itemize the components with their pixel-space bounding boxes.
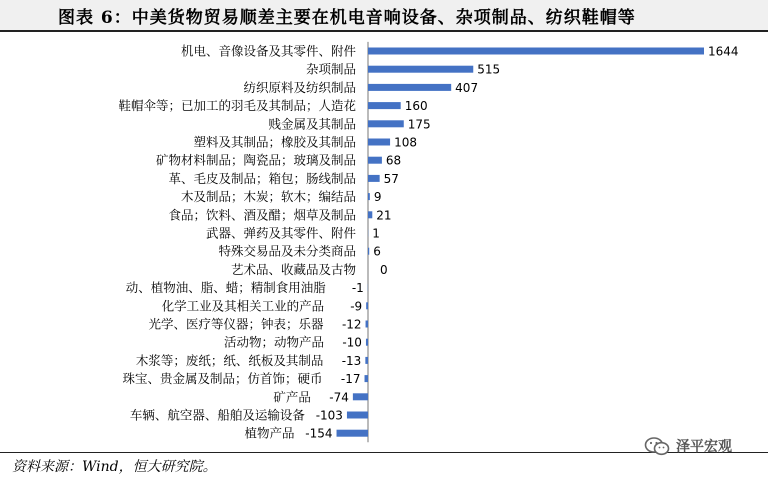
bar [366, 321, 368, 328]
bar [337, 430, 368, 437]
category-label: 化学工业及其相关工业的产品 [161, 298, 325, 314]
data-label: -13 [341, 353, 362, 368]
category-label: 矿物材料制品；陶瓷品；玻璃及制品 [155, 152, 356, 168]
data-label: -9 [350, 299, 363, 314]
data-label: 9 [373, 190, 382, 205]
bar [368, 48, 704, 55]
wechat-icon [644, 436, 670, 456]
category-label: 机电、音像设备及其零件、附件 [180, 43, 356, 59]
bar [368, 120, 404, 127]
page-title: 图表 6：中美货物贸易顺差主要在机电音响设备、杂项制品、纺织鞋帽等 [58, 8, 636, 28]
category-label: 光学、医疗等仪器；钟表；乐器 [148, 316, 324, 332]
bar [353, 393, 368, 400]
category-label: 矿产品 [273, 389, 311, 405]
category-label: 木浆等；废纸；纸、纸板及其制品 [135, 352, 324, 368]
bar [368, 102, 401, 109]
bar [368, 139, 390, 146]
data-label: 1 [372, 226, 380, 241]
category-label: 鞋帽伞等；已加工的羽毛及其制品；人造花 [118, 98, 356, 114]
category-label: 木及制品；木炭；软木；编结品 [180, 189, 356, 205]
data-label: -154 [305, 426, 333, 441]
data-label: 0 [380, 262, 388, 277]
data-label: -103 [315, 408, 343, 423]
bar [366, 339, 368, 346]
data-label: 108 [394, 135, 417, 150]
bar [368, 66, 473, 73]
bar [368, 84, 451, 91]
category-label: 车辆、航空器、船舶及运输设备 [129, 407, 305, 423]
data-label: -17 [340, 372, 361, 387]
category-label: 革、毛皮及制品；箱包；肠线制品 [168, 170, 356, 186]
category-label: 贱金属及其制品 [268, 116, 356, 132]
data-label: -74 [329, 390, 349, 405]
bar [368, 211, 372, 218]
data-label: 21 [376, 208, 392, 223]
category-label: 食品；饮料、酒及醋；烟草及制品 [168, 207, 356, 223]
data-label: -10 [342, 335, 362, 350]
data-label: 68 [385, 153, 402, 168]
category-label: 活动物；动物产品 [223, 334, 324, 350]
bar [368, 193, 370, 200]
bar [368, 157, 382, 164]
category-label: 珠宝、贵金属及制品；仿首饰；硬币 [122, 371, 323, 387]
bar [368, 248, 369, 255]
source-note: 资料来源：Wind，恒大研究院。 [12, 459, 217, 475]
data-label: -12 [341, 317, 362, 332]
title-divider [0, 30, 768, 32]
bar [347, 412, 368, 419]
data-label: 175 [407, 117, 431, 132]
category-label: 植物产品 [244, 425, 295, 441]
data-label: 515 [477, 62, 501, 77]
data-label: 407 [455, 80, 479, 95]
data-label: 57 [383, 171, 399, 186]
watermark-text: 泽平宏观 [676, 439, 732, 455]
category-label: 纺织原料及纺织制品 [243, 79, 356, 95]
data-label: 6 [373, 244, 381, 259]
data-label: 160 [404, 99, 428, 114]
category-label: 武器、弹药及其零件、附件 [205, 225, 356, 241]
category-label: 艺术品、收藏品及古物 [230, 261, 356, 277]
bar [365, 357, 368, 364]
bar [365, 375, 368, 382]
watermark [644, 436, 732, 456]
bar [366, 302, 368, 309]
bar [368, 175, 380, 182]
category-label: 动、植物油、脂、蜡；精制食用油脂 [125, 280, 326, 296]
data-label: -1 [351, 281, 364, 296]
category-label: 塑料及其制品；橡胶及其制品 [193, 134, 356, 150]
category-label: 杂项制品 [305, 61, 356, 77]
bar-chart [0, 36, 768, 446]
category-label: 特殊交易品及未分类商品 [218, 243, 356, 259]
data-label: 1644 [708, 44, 739, 59]
